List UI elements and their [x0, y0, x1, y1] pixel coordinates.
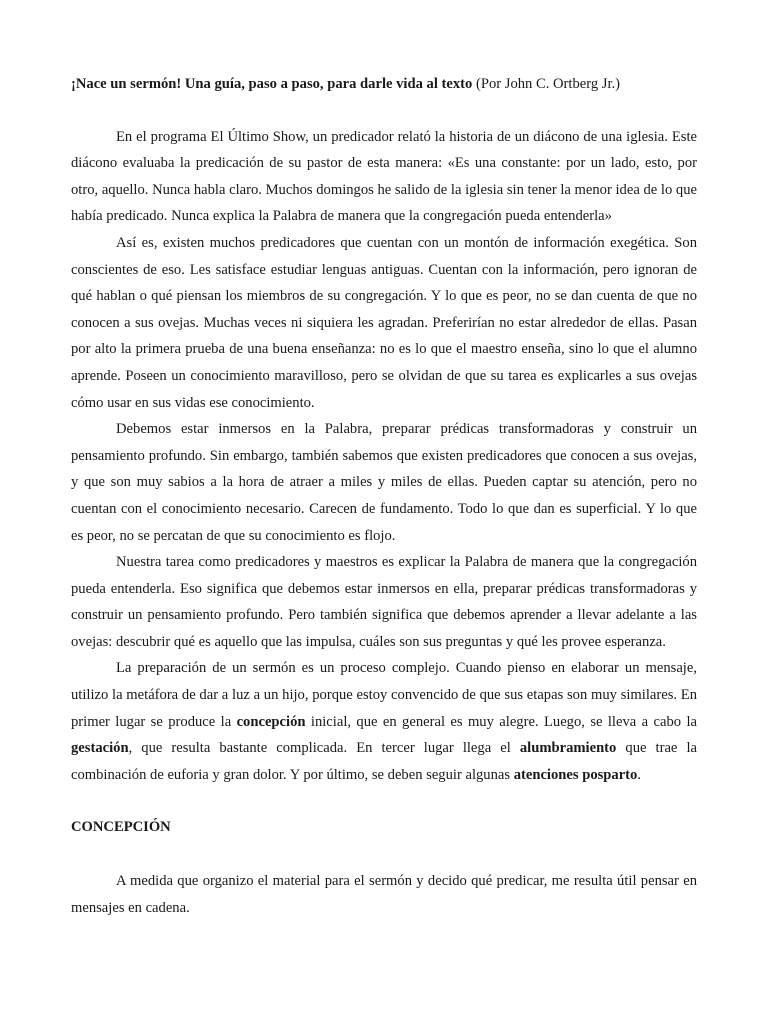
document-title [71, 71, 697, 98]
paragraph-2: Así es, existen muchos predicadores que cuentan con un montón de información exegética. Son conscientes de eso. Les satisface estudiar lenguas antiguas. Cuentan con la información, pero ignoran de qué hablan o qué piensan los miembros de su congregación. Y lo que es peor, no se dan cuenta de que no conocen a sus ovejas. Muchas veces ni siquiera les agradan. Preferirían no estar alrededor de ellas. Pasan por alto la primera prueba de una buena enseñanza: no es lo que el maestro enseña, sino lo que el alumno aprende. Poseen un conocimiento maravilloso, pero se olvidan de que su tarea es explicarles a sus ovejas cómo usar en sus vidas ese conocimiento. [71, 234, 697, 411]
paragraph-3: Debemos estar inmersos en la Palabra, preparar prédicas transformadoras y construir un pensamiento profundo. Sin embargo, también sabemos que existen predicadores que conocen a sus ovejas, y que son muy sabios a la hora de atraer a miles y miles de ellas. Pueden captar su atención, pero no cuentan con el conocimiento necesario. Carecen de fundamento. Todo lo que dan es superficial. Y lo que es peor, no se percatan de que su conocimiento es flojo. [71, 421, 697, 544]
paragraph-1: En el programa El Último Show, un predicador relató la historia de un diácono de una iglesia. Este diácono evaluaba la predicación de su pastor de esta manera: «Es una constante: por un lado, esto, por otro, aquello. Nunca habla claro. Muchos domingos he salido de la iglesia sin tener la menor idea de lo que había predicado. Nunca explica la Palabra de manera que la congregación pueda entenderla» [71, 128, 697, 225]
title-text: ¡Nace un sermón! Una guía, paso a paso, para darle vida al texto [71, 76, 473, 92]
title-author: (Por John C. Ortberg Jr.) [472, 76, 621, 92]
section-heading: CONCEPCIÓN [71, 819, 171, 836]
stages-text-2: inicial, que en general es muy alegre. Luego, se lleva a cabo la [305, 713, 697, 730]
term-alumbramiento: alumbramiento [519, 740, 617, 757]
stages-text-5: . [637, 766, 642, 783]
stages-text-3: , que resulta bastante complicada. En tercer lugar llega el [128, 740, 520, 757]
paragraph-stages [71, 655, 697, 788]
document-page [71, 71, 697, 921]
stages-text-1: La preparación de un sermón es un proceso complejo. Cuando pienso en elaborar un mensaje, utilizo la metáfora de dar a luz a un hijo, porque estoy convencido de que sus etapas son muy similares. En primer lugar se produce la [71, 660, 697, 730]
term-gestacion: gestación [71, 740, 129, 757]
term-atenciones-posparto: atenciones posparto [513, 766, 638, 783]
term-concepcion: concepción [236, 713, 306, 730]
stages-text-4: que trae la combinación de euforia y gran dolor. Y por último, se deben seguir algunas [71, 740, 698, 783]
section-paragraph: A medida que organizo el material para el sermón y decido qué predicar, me resulta útil pensar en mensajes en cadena. [71, 873, 697, 916]
paragraph-4: Nuestra tarea como predicadores y maestros es explicar la Palabra de manera que la congregación pueda entenderla. Eso significa que debemos estar inmersos en ella, preparar prédicas transformadoras y construir un pensamiento profundo. Pero también significa que debemos aprender a llevar adelante a las ovejas: descubrir qué es aquello que las impulsa, cuáles son sus preguntas y qué les provee esperanza. [71, 554, 697, 650]
